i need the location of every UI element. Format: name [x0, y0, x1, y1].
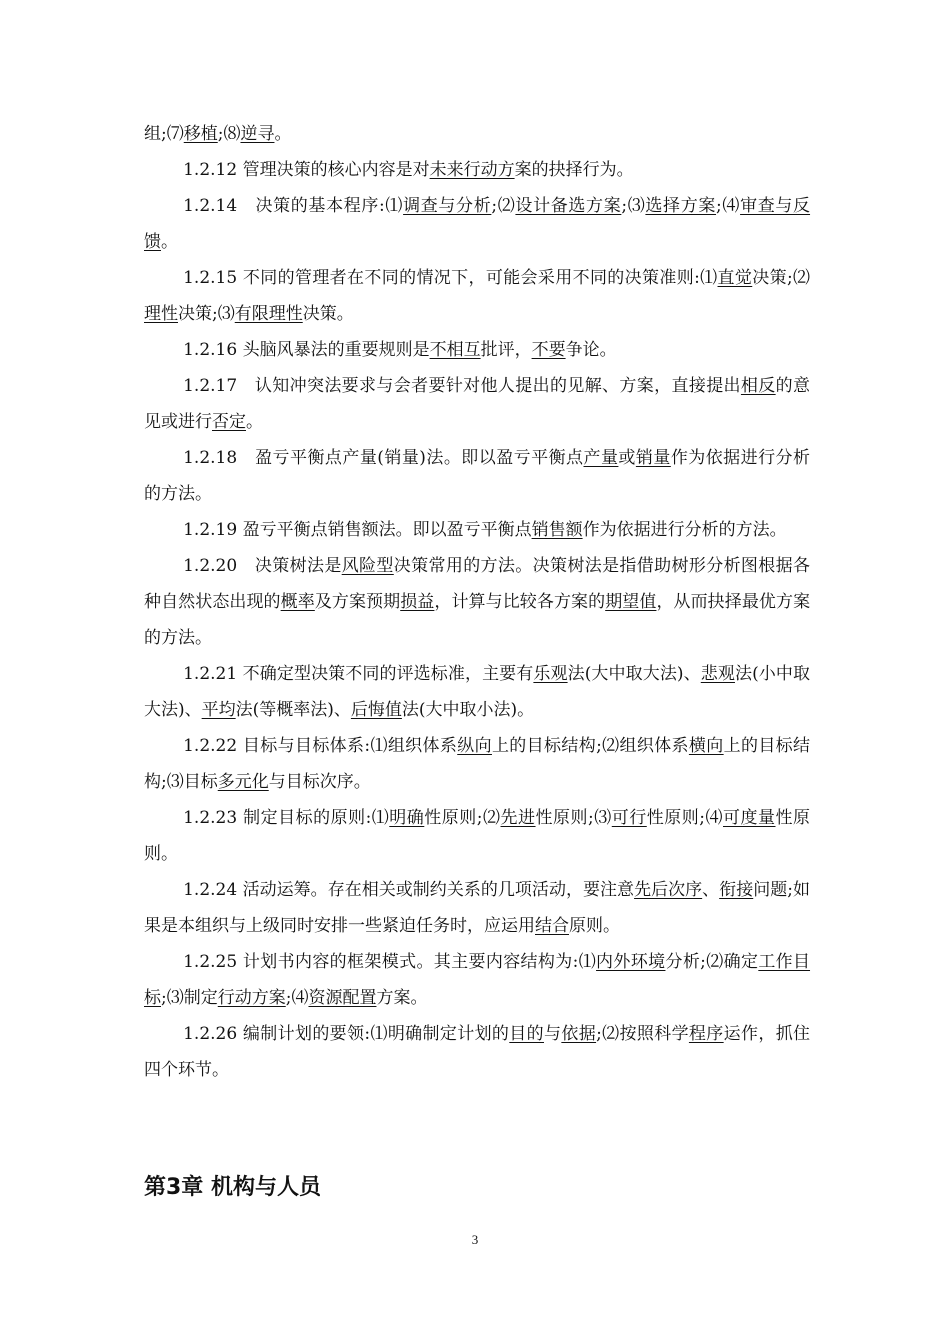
- paragraph: [144, 260, 810, 332]
- paragraph-text: ;⑵: [491, 196, 516, 216]
- underlined-answer: 设计备选方案: [515, 196, 622, 216]
- paragraph-text: ;⑷: [716, 196, 741, 216]
- paragraph: [144, 944, 810, 1016]
- paragraph-text: 组;⑺: [144, 124, 184, 144]
- paragraph-text: ;⑶: [621, 196, 646, 216]
- underlined-answer: 先进: [500, 808, 536, 828]
- underlined-answer: 多元化: [217, 772, 269, 792]
- paragraph-text: 1.2.20 决策树法是: [183, 556, 342, 576]
- body-text: [144, 116, 810, 1088]
- page-number: 3: [471, 1232, 479, 1247]
- paragraph-text: 。: [274, 124, 292, 144]
- paragraph-text: 法(大中取小法)。: [401, 700, 535, 720]
- underlined-answer: 平均: [201, 700, 236, 720]
- underlined-answer: 结合: [535, 916, 569, 936]
- underlined-answer: 工作目标: [144, 952, 811, 1008]
- paragraph-text: 运作，抓住四个环节。: [144, 1024, 811, 1080]
- underlined-answer: 程序: [688, 1024, 724, 1044]
- paragraph: [144, 800, 810, 872]
- paragraph: [144, 188, 810, 260]
- underlined-answer: 审查与反馈: [144, 196, 811, 252]
- paragraph-text: 案的抉择行为。: [514, 160, 634, 180]
- paragraph-text: 1.2.21 不确定型决策不同的评选标准，主要有: [183, 664, 534, 684]
- paragraph-text: 法(小中取大法)、: [144, 664, 811, 720]
- paragraph-text: 。: [161, 232, 178, 252]
- paragraph-text: 1.2.16 头脑风暴法的重要规则是: [183, 340, 430, 360]
- paragraph: [144, 728, 810, 800]
- underlined-answer: 行动方案: [217, 988, 286, 1008]
- chapter-heading: 第3章 机构与人员: [144, 1175, 321, 1200]
- paragraph-text: 法(大中取大法)、: [567, 664, 701, 684]
- paragraph-text: ，从而抉择最优方案的方法。: [144, 592, 811, 648]
- underlined-answer: 不要: [531, 340, 566, 360]
- paragraph-text: 性原则;⑵: [424, 808, 501, 828]
- underlined-answer: 直觉: [717, 268, 753, 288]
- paragraph: [144, 656, 810, 728]
- underlined-answer: 悲观: [700, 664, 735, 684]
- paragraph-text: ;⑻: [217, 124, 241, 144]
- underlined-answer: 衔接: [719, 880, 754, 900]
- underlined-answer: 逆寻: [240, 124, 275, 144]
- paragraph-text: 性原则;⑶: [535, 808, 612, 828]
- paragraph-text: 法(等概率法)、: [235, 700, 351, 720]
- paragraph-text: 1.2.24 活动运筹。存在相关或制约关系的几项活动，要注意: [183, 880, 635, 900]
- paragraph: [144, 1016, 810, 1088]
- paragraph-text: 决策。: [302, 304, 354, 324]
- paragraph: [144, 512, 810, 548]
- paragraph: [144, 152, 810, 188]
- underlined-answer: 可行: [611, 808, 647, 828]
- paragraph-text: ;⑷: [285, 988, 309, 1008]
- paragraph-text: 原则。: [569, 916, 620, 936]
- paragraph-text: 决策常用的方法。决策树法是指借助树形分析图根据各种自然状态出现的: [144, 556, 811, 612]
- underlined-answer: 选择方案: [645, 196, 717, 216]
- paragraph: [144, 872, 810, 944]
- paragraph-text: ，计算与比较各方案的: [434, 592, 606, 612]
- paragraph-text: 方案。: [376, 988, 428, 1008]
- underlined-answer: 调查与分析: [403, 196, 492, 216]
- underlined-answer: 目的: [509, 1024, 544, 1044]
- underlined-answer: 理性: [144, 304, 178, 324]
- paragraph: [144, 548, 810, 656]
- underlined-answer: 损益: [400, 592, 435, 612]
- paragraph-text: 1.2.17 认知冲突法要求与会者要针对他人提出的见解、方案，直接提出: [183, 376, 741, 396]
- paragraph: [144, 116, 810, 152]
- paragraph-text: 1.2.15 不同的管理者在不同的情况下，可能会采用不同的决策准则:⑴: [183, 268, 718, 288]
- paragraph-text: 与目标次序。: [268, 772, 371, 792]
- paragraph-text: 上的目标结构;⑶目标: [144, 736, 811, 792]
- paragraph-text: 问题;如果是本组织与上级同时安排一些紧迫任务时，应运用: [144, 880, 811, 936]
- underlined-answer: 先后次序: [634, 880, 703, 900]
- underlined-answer: 后悔值: [350, 700, 402, 720]
- paragraph-text: ;⑵按照科学: [596, 1024, 689, 1044]
- paragraph-text: 1.2.26 编制计划的要领:⑴明确制定计划的: [183, 1024, 510, 1044]
- paragraph-text: ;⑶制定: [161, 988, 218, 1008]
- underlined-answer: 销售额: [531, 520, 583, 540]
- underlined-answer: 有限理性: [234, 304, 303, 324]
- paragraph-text: 决策;⑶: [178, 304, 235, 324]
- underlined-answer: 产量: [583, 448, 619, 468]
- underlined-answer: 资源配置: [308, 988, 377, 1008]
- paragraph-text: 1.2.14 决策的基本程序:⑴: [183, 196, 404, 216]
- underlined-answer: 不相互: [429, 340, 481, 360]
- paragraph-text: 及方案预期: [314, 592, 401, 612]
- underlined-answer: 内外环境: [596, 952, 666, 972]
- paragraph-text: 1.2.22 目标与目标体系:⑴组织体系: [183, 736, 458, 756]
- paragraph: [144, 440, 810, 512]
- paragraph: [144, 332, 810, 368]
- paragraph-text: 上的目标结构;⑵组织体系: [491, 736, 689, 756]
- paragraph-text: 1.2.19 盈亏平衡点销售额法。即以盈亏平衡点: [183, 520, 532, 540]
- underlined-answer: 概率: [280, 592, 315, 612]
- underlined-answer: 否定: [212, 412, 246, 432]
- paragraph-text: 分析;⑵确定: [665, 952, 759, 972]
- paragraph-text: 1.2.23 制定目标的原则:⑴: [183, 808, 390, 828]
- underlined-answer: 移植: [183, 124, 218, 144]
- paragraph-text: 作为依据进行分析的方法。: [582, 520, 787, 540]
- paragraph: [144, 368, 810, 440]
- paragraph-text: 的意见或进行: [144, 376, 810, 432]
- underlined-answer: 乐观: [533, 664, 568, 684]
- paragraph-text: 1.2.12 管理决策的核心内容是对: [183, 160, 430, 180]
- underlined-answer: 相反: [740, 376, 776, 396]
- underlined-answer: 纵向: [457, 736, 492, 756]
- underlined-answer: 未来行动方: [429, 160, 515, 180]
- paragraph-text: 作为依据进行分析的方法。: [144, 448, 811, 504]
- paragraph-text: 、: [702, 880, 720, 900]
- paragraph-text: 与: [544, 1024, 562, 1044]
- paragraph-text: 批评，: [480, 340, 532, 360]
- paragraph-text: 或: [618, 448, 636, 468]
- underlined-answer: 风险型: [341, 556, 394, 576]
- paragraph-text: 争论。: [565, 340, 617, 360]
- paragraph-text: 1.2.18 盈亏平衡点产量(销量)法。即以盈亏平衡点: [183, 448, 584, 468]
- paragraph-text: 性原则;⑷: [646, 808, 723, 828]
- underlined-answer: 销量: [635, 448, 671, 468]
- underlined-answer: 可度量: [723, 808, 776, 828]
- paragraph-text: 决策;⑵: [752, 268, 811, 288]
- paragraph-text: 性原则。: [144, 808, 810, 864]
- underlined-answer: 横向: [688, 736, 724, 756]
- underlined-answer: 期望值: [605, 592, 657, 612]
- paragraph-text: 1.2.25 计划书内容的框架模式。其主要内容结构为:⑴: [183, 952, 597, 972]
- underlined-answer: 依据: [561, 1024, 597, 1044]
- underlined-answer: 明确: [389, 808, 425, 828]
- paragraph-text: 。: [246, 412, 263, 432]
